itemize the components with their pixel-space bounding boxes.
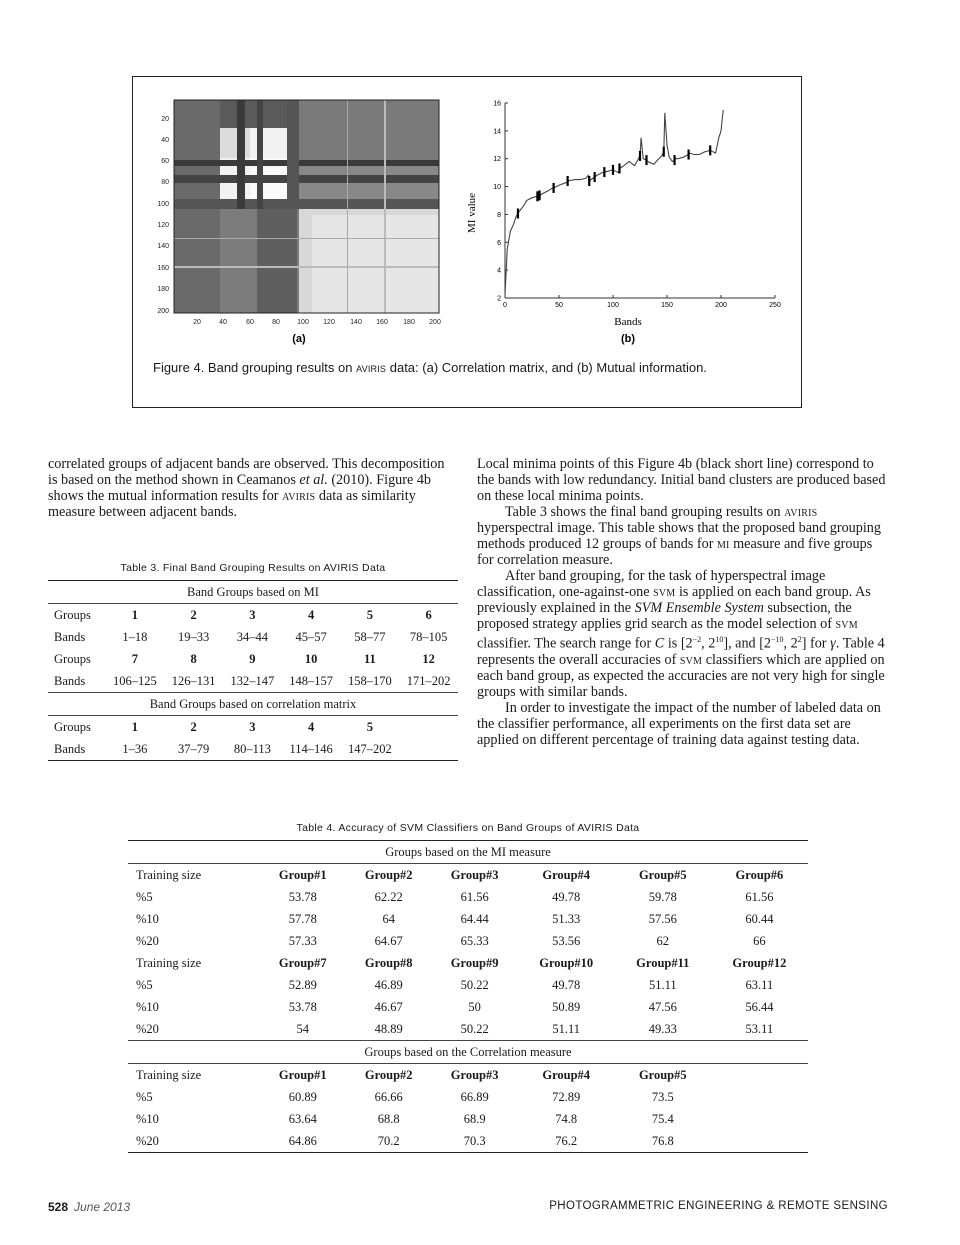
table-cell: 61.56 [460,889,489,904]
table-cell: 46.89 [374,977,403,992]
table-cell: 1–18 [122,629,148,644]
paragraph: In order to investigate the impact of the number of labeled data on the classifier performance, all experiments on the first data set are applied on different percentage of training data against testing data. [477,699,881,748]
table-cell: 53.78 [288,889,317,904]
table-cell: 126–131 [171,673,216,688]
table-cell: Group#2 [364,1067,413,1082]
a-xtick: 80 [272,319,280,326]
table-cell: Bands [48,738,105,761]
table-cell: Groups [54,651,91,666]
a-ytick: 100 [157,201,169,208]
correlation-matrix-panel [147,95,467,365]
a-xtick: 120 [323,319,335,326]
a-xtick: 200 [429,319,441,326]
table-cell: 63.64 [288,1111,317,1126]
table-cell: %10 [136,1111,159,1126]
table-cell: 4 [307,719,315,734]
table-cell: 19–33 [177,629,210,644]
table-cell: Bands [54,673,86,688]
table-cell: 34–44 [236,629,268,644]
panel-b-label: (b) [620,333,636,345]
paragraph [48,456,448,520]
table-cell: 57.56 [648,911,677,926]
x-tick-label: 150 [661,302,673,309]
table-cell: 58–77 [354,629,386,644]
table-row [48,716,458,739]
table-row [48,626,458,648]
table-cell: 63.11 [745,977,774,992]
table-row [128,864,808,887]
table-cell: Group#9 [450,955,499,970]
table-cell [711,1130,808,1153]
table-row [128,974,808,996]
table-cell: 49.78 [552,977,581,992]
a-ytick: 40 [161,137,169,144]
table3 [48,580,458,761]
table-cell: 78–105 [409,629,448,644]
text-run: data as similarity measure between adjacent bands. [48,488,416,520]
table-cell: 2 [190,719,197,734]
table-cell: 68.8 [377,1111,400,1126]
journal-name: PHOTOGRAMMETRIC ENGINEERING & REMOTE SENSING [549,1200,888,1212]
table-cell [711,1086,808,1108]
table-cell: 64.67 [374,933,403,948]
table-cell: Group#5 [638,867,687,882]
table-row [48,738,458,761]
a-ytick: 20 [161,116,169,123]
a-xtick: 140 [350,319,362,326]
table-row [48,648,458,670]
text-run: is [2 [664,635,693,652]
a-xtick: 160 [376,319,388,326]
caption-suffix: data: (a) Correlation matrix, and (b) Mutual information. [386,360,707,375]
table-cell: 56.44 [745,999,774,1014]
a-ytick: 80 [161,179,169,186]
table-cell: 60.44 [745,911,774,926]
text-run: ] for [801,635,831,652]
text-run: , 2 [701,635,716,652]
table-cell: 76.8 [615,1130,711,1153]
b-ylabel: MI value [466,192,478,234]
table-cell: 7 [131,651,138,666]
a-xtick: 20 [193,319,201,326]
text-run: , 2 [783,635,798,652]
table-row [128,1108,808,1130]
table-cell [711,1108,808,1130]
text-run: aviris [282,488,316,504]
text-run: svm [653,584,676,600]
section-label: Band Groups based on correlation matrix [48,693,458,716]
table-cell: 132–147 [230,673,275,688]
a-xtick: 100 [297,319,309,326]
table-cell: 70.2 [346,1130,432,1153]
caption-prefix: Figure 4. Band grouping results on [153,360,357,375]
table-cell: 72.89 [552,1089,581,1104]
table-cell: Group#11 [636,955,690,970]
text-run: . Table 4 represents the overall accuracies of [477,635,885,668]
table-section-header [128,1041,808,1064]
table-section-header [48,693,458,716]
table-cell: %5 [136,889,153,904]
table-cell: 50.22 [460,1021,489,1036]
table-cell: %20 [128,1130,260,1153]
table-cell: 64 [382,911,395,926]
a-ytick: 120 [157,222,169,229]
left-column-text [48,456,448,520]
table-cell: 73.5 [651,1089,674,1104]
table-cell: 47.56 [648,999,677,1014]
text-run: classifier. The search range for [477,635,655,652]
text-run: aviris [784,504,818,520]
table-cell: 114–146 [282,738,341,761]
table-cell: 49.78 [552,889,581,904]
table-cell: 53.78 [288,999,317,1014]
table-cell: 147–202 [340,738,399,761]
text-run: (2010). Figure 4b shows the mutual information results for [48,472,432,504]
table-cell: 62 [656,933,670,948]
table-row [128,1064,808,1087]
table-cell: 2 [190,607,197,622]
table-cell: 50.89 [552,999,581,1014]
caption-aviris: aviris [356,360,387,375]
table-cell: Group#10 [539,955,594,970]
table-cell: 52.89 [288,977,317,992]
a-ytick: 180 [157,286,169,293]
table-row [128,908,808,930]
table-cell [399,738,458,761]
table-cell: 51.11 [552,1021,581,1036]
y-tick-label: 8 [497,211,501,219]
table-cell: Training size [136,1067,202,1082]
mutual-information-chart [463,95,793,365]
table-cell: 45–57 [295,629,327,644]
table-cell: 53.56 [552,933,581,948]
table-cell: 148–157 [289,673,333,688]
y-tick-label: 10 [493,184,501,192]
text-run: hyperspectral image. This table shows that the proposed band grouping methods produced 12 groups of bands for [477,520,881,552]
y-tick-label: 2 [497,295,501,303]
table-cell: %5 [136,977,153,992]
table-cell: 66.66 [374,1089,403,1104]
table-cell: 1 [131,607,138,622]
text-run: is applied on each band group. As previously explained in the [477,584,871,616]
table-cell: 80–113 [223,738,282,761]
table-cell: 54 [296,1021,310,1036]
table-cell: 50 [468,999,481,1014]
table-cell: 57.78 [288,911,317,926]
table-cell [711,1064,808,1087]
table-cell: 8 [190,651,197,666]
y-tick-label: 12 [493,156,501,164]
text-run: mi [716,536,730,552]
text-run: 10 [715,635,724,644]
table-cell: 12 [422,651,435,666]
table-cell: 3 [249,719,256,734]
table-cell: Training size [136,955,202,970]
table-cell: %10 [136,911,159,926]
table-cell: 5 [366,607,373,622]
table-cell: 53.11 [745,1021,774,1036]
table-cell: 51.33 [552,911,581,926]
table-cell: Group#3 [450,1067,499,1082]
table-cell: Group#7 [278,955,327,970]
table-cell: 6 [425,607,432,622]
text-run: −10 [771,635,784,644]
y-tick-label: 16 [493,100,501,108]
table-cell: Group#5 [638,1067,687,1082]
table-cell: %5 [136,1089,153,1104]
table-cell: Group#4 [542,867,591,882]
table-cell: 74.8 [555,1111,578,1126]
a-xtick: 60 [246,319,254,326]
table3-title: Table 3. Final Band Grouping Results on AVIRIS Data [120,562,386,574]
y-tick-label: 6 [497,239,501,247]
table-cell: 51.11 [648,977,677,992]
table-cell: %20 [136,1021,159,1036]
b-xlabel: Bands [614,316,642,328]
table-row [128,1086,808,1108]
paragraph [477,504,889,568]
table3-section-mi: Band Groups based on MI [48,581,458,604]
table-cell: 76.2 [518,1130,615,1153]
text-run: After band grouping, for the task of hyperspectral image classification, one-against-one [477,568,826,600]
text-run: C [654,635,665,652]
x-tick-label: 0 [503,302,507,309]
table-cell: 48.89 [374,1021,403,1036]
text-run: measure and five groups for correlation measure. [477,536,873,568]
text-run: −2 [692,635,702,644]
figure-4 [132,76,802,408]
paragraph: Local minima points of this Figure 4b (black short line) correspond to the bands with low redundancy. Initial band clusters are produced based on these local minima points. [477,456,886,504]
table-cell: 4 [307,607,315,622]
table4-title: Table 4. Accuracy of SVM Classifiers on Band Groups of AVIRIS Data [296,822,640,834]
table-cell: 64.44 [460,911,489,926]
table-cell: 61.56 [745,889,774,904]
x-tick-label: 250 [769,302,781,309]
a-ytick: 160 [157,265,169,272]
page-number: 528 [48,1200,69,1214]
table-cell: Group#4 [542,1067,591,1082]
table-cell: 49.33 [648,1021,677,1036]
right-column-text [477,456,889,748]
section-label: Groups based on the Correlation measure [128,1041,808,1064]
text-run: 2 [797,635,802,644]
figure-caption [153,360,707,375]
table-row [128,1130,808,1153]
table4 [128,840,808,1153]
table-cell: 158–170 [347,673,392,688]
issue-date: June 2013 [74,1200,131,1214]
paragraph [477,568,889,700]
section-label: Groups based on the MI measure [128,841,808,864]
table-cell: Group#6 [735,867,784,882]
table-cell: 11 [363,651,376,666]
y-tick-label: 14 [493,128,501,136]
table-cell: Groups [54,607,91,622]
text-run: SVM Ensemble System [634,600,764,616]
table-row [128,886,808,908]
x-tick-label: 100 [607,302,619,309]
x-tick-label: 200 [715,302,727,309]
text-run: et al. [299,472,328,488]
table-cell: 75.4 [651,1111,674,1126]
table-cell: 68.9 [463,1111,486,1126]
table-cell: 37–79 [164,738,223,761]
mi-series-line [505,110,723,295]
table-row [128,952,808,974]
text-run: Table 3 shows the final band grouping results on [505,504,785,520]
table-cell: Group#8 [364,955,413,970]
table-cell: 3 [249,607,256,622]
table-cell: 64.86 [260,1130,346,1153]
text-run: svm [835,616,858,632]
table-cell: Group#1 [278,867,327,882]
table-cell: 66 [753,933,766,948]
table-cell: 1 [131,719,138,734]
table-cell: Groups [54,719,91,734]
table-cell: 62.22 [374,889,403,904]
footer-left [48,1200,130,1215]
table-row [128,930,808,952]
a-xtick: 40 [219,319,227,326]
table-cell: 106–125 [112,673,157,688]
table-cell: 10 [304,651,318,666]
table-cell: Group#12 [732,955,787,970]
table-section-header [128,841,808,864]
x-tick-label: 50 [555,302,563,309]
table-cell: 65.33 [460,933,489,948]
table-cell: Bands [54,629,86,644]
table-cell: 46.67 [374,999,403,1014]
table-cell: %20 [136,933,159,948]
table-cell: 60.89 [288,1089,317,1104]
table-cell: Group#3 [450,867,499,882]
table-row [48,604,458,627]
table-cell: Group#2 [364,867,413,882]
table-cell: 70.3 [432,1130,518,1153]
y-tick-label: 4 [497,267,501,275]
text-run: correlated groups of adjacent bands are observed. This decomposition is based on the method shown in Ceamanos [48,456,445,488]
a-ytick: 60 [161,158,169,165]
table-cell: %10 [136,999,159,1014]
a-ytick: 200 [157,308,169,315]
table-cell [399,716,458,739]
table-cell: Group#1 [278,1067,327,1082]
text-run: subsection, the proposed strategy applies grid search as the model selection of [477,600,852,632]
table-row [48,670,458,693]
table-cell: 9 [249,651,256,666]
table-cell: 57.33 [288,933,317,948]
table-cell: Training size [136,867,202,882]
text-run: svm [679,651,703,668]
table-cell: 59.78 [648,889,677,904]
a-ytick: 140 [157,243,169,250]
table-row [128,1018,808,1041]
table-cell: 171–202 [406,673,451,688]
table-cell: 1–36 [105,738,164,761]
text-run: ], and [2 [723,635,772,652]
text-run: classifiers which are applied on each band group, as expected the accuracies are not very high for single groups with similar bands. [477,651,885,700]
panel-a-label: (a) [292,333,306,345]
a-xtick: 180 [403,319,415,326]
table-row [128,996,808,1018]
table-cell: 66.89 [460,1089,489,1104]
correlation-heatmap [174,100,439,313]
table-cell: 50.22 [460,977,489,992]
text-run: γ [830,635,836,652]
table-cell: 5 [366,719,373,734]
